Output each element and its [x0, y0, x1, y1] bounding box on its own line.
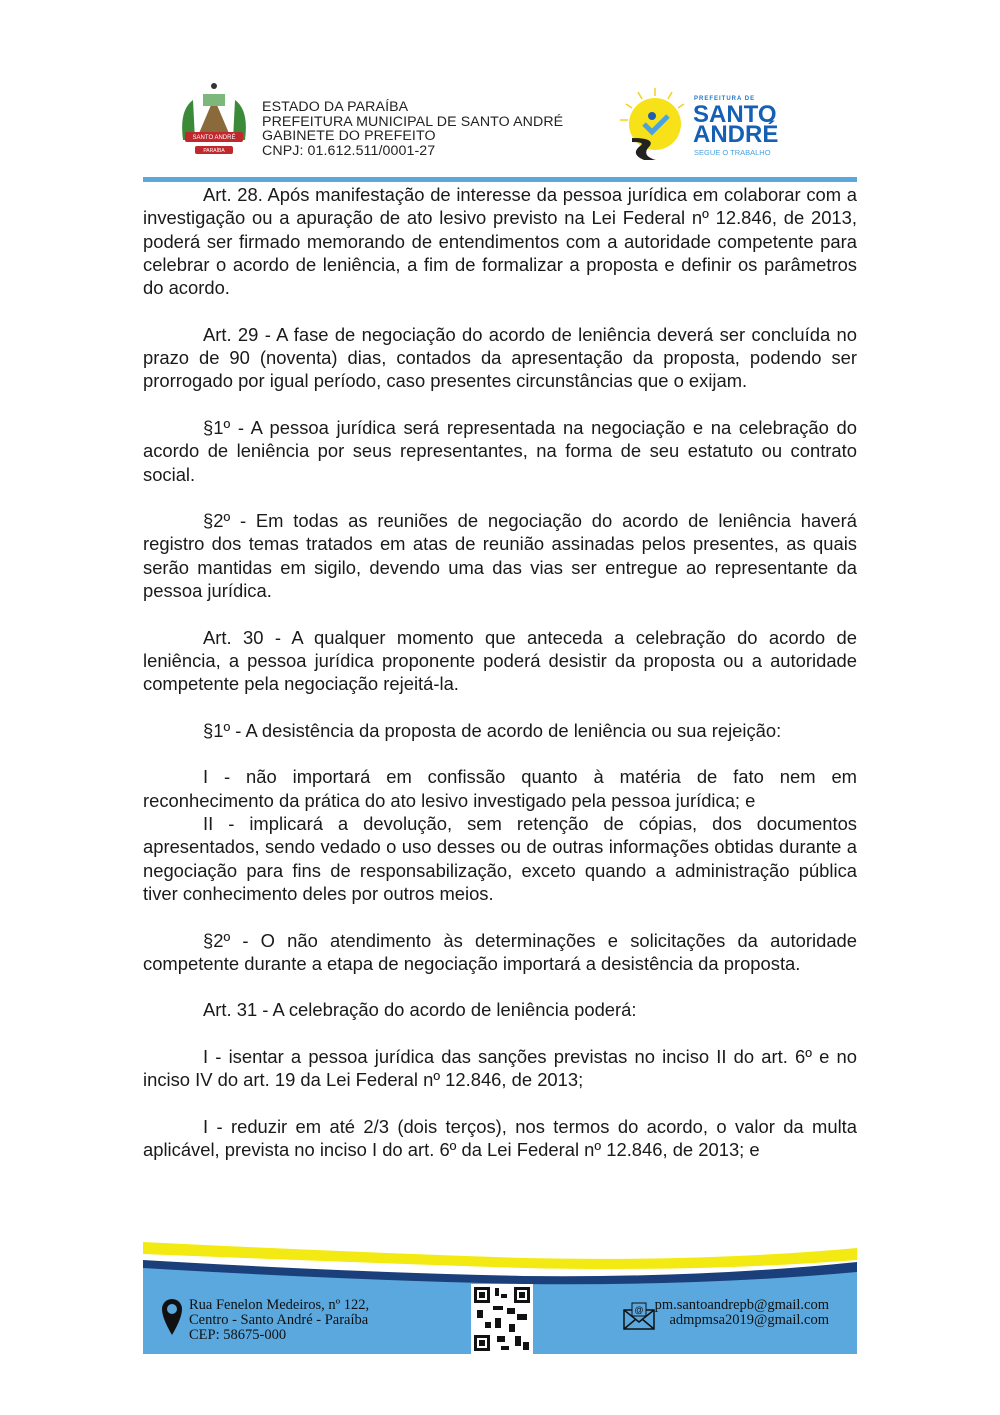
logo-line1: SANTO	[693, 101, 777, 128]
email-secondary: admpmsa2019@gmail.com	[669, 1312, 829, 1328]
email-envelope-icon	[623, 1302, 655, 1330]
email-primary: pm.santoandrepb@gmail.com	[654, 1297, 829, 1313]
art-30-inciso-1: I - não importará em confissão quanto à matéria de fato nem em reconhecimento da prática do ato lesivo investigado pela pessoa jurídica; e	[143, 766, 857, 811]
address-line: Centro - Santo André - Paraíba	[189, 1312, 369, 1328]
qr-code	[471, 1284, 533, 1354]
art-30-par-1: §1º - A desistência da proposta de acordo de leniência ou sua rejeição:	[203, 719, 782, 741]
footer-address	[189, 1298, 369, 1343]
address-line: Rua Fenelon Medeiros, nº 122,	[189, 1297, 370, 1313]
logo-line2: ANDRÉ	[693, 121, 779, 148]
document-body	[143, 183, 857, 1185]
letterhead	[170, 78, 860, 178]
svg-text:@: @	[634, 1305, 644, 1315]
santo-andre-logo	[618, 86, 798, 161]
art-30-inciso-2: II - implicará a devolução, sem retenção de cópias, dos documentos apresentados, sendo vedado o uso desses ou de outras informações obtidas durante a negociação para fins de responsabilização, exceto quando a administração pública tiver conhecimento deles por outros meios.	[143, 813, 857, 904]
municipal-crest-logo	[175, 80, 253, 160]
footer-emails	[655, 1298, 829, 1328]
art-31-inciso-1: I - isentar a pessoa jurídica das sanções previstas no inciso II do art. 6º e no inciso IV do art. 19 da Lei Federal nº 12.846, de 2013;	[143, 1045, 857, 1091]
art-31: Art. 31 - A celebração do acordo de leniência poderá:	[203, 999, 637, 1021]
address-cep: CEP: 58675-000	[189, 1327, 287, 1343]
logo-tagline: SEGUE O TRABALHO	[694, 148, 771, 157]
svg-text:PARAÍBA: PARAÍBA	[203, 148, 225, 154]
header-cnpj: CNPJ: 01.612.511/0001-27	[262, 142, 436, 159]
header-prefecture: PREFEITURA MUNICIPAL DE SANTO ANDRÉ	[262, 113, 564, 130]
art-31-inciso-2: I - reduzir em até 2/3 (dois terços), nos termos do acordo, o valor da multa aplicável, prevista no inciso I do art. 6º da Lei Federal nº 12.846, de 2013; e	[143, 1115, 857, 1161]
sun-road-icon	[618, 86, 693, 161]
logo-prefix: PREFEITURA DE	[694, 96, 756, 102]
art-30: Art. 30 - A qualquer momento que anteceda a celebração do acordo de leniência, a pessoa jurídica proponente poderá desistir da proposta ou a autoridade competente pela negociação rejeitá-la.	[143, 626, 857, 695]
header-state: ESTADO DA PARAÍBA	[262, 99, 409, 115]
art-29-par-2: §2º - Em todas as reuniões de negociação do acordo de leniência haverá registro dos temas tratados em atas de reunião assinadas pelos presentes, as quais serão mantidas em sigilo, devendo uma das vias ser entregue ao representante da pessoa jurídica.	[143, 510, 857, 602]
header-office: GABINETE DO PREFEITO	[262, 128, 436, 144]
svg-text:SANTO ANDRÉ: SANTO ANDRÉ	[192, 135, 236, 141]
art-29-par-1: §1º - A pessoa jurídica será representada na negociação e na celebração do acordo de leniência por seus representantes, na forma de seu estatuto ou contrato social.	[143, 416, 857, 485]
art-29: Art. 29 - A fase de negociação do acordo de leniência deverá ser concluída no prazo de 90 (noventa) dias, contados da apresentação da proposta, podendo ser prorrogado por igual período, caso presentes circunstâncias que o exijam.	[143, 323, 857, 392]
art-30-par-2: §2º - O não atendimento às determinações e solicitações da autoridade competente durante a etapa de negociação importará a desistência da proposta.	[143, 929, 857, 974]
location-pin-icon	[161, 1298, 183, 1336]
header-divider	[143, 177, 857, 182]
header-text	[262, 100, 563, 158]
footer	[143, 1232, 857, 1354]
art-28: Art. 28. Após manifestação de interesse da pessoa jurídica em colaborar com a investigação ou a apuração de ato lesivo previsto na Lei Federal nº 12.846, de 2013, poderá ser firmado memorando de entendimentos com a autoridade competente para celebrar o acordo de leniência, a fim de formalizar a proposta e definir os parâmetros do acordo.	[143, 184, 857, 299]
